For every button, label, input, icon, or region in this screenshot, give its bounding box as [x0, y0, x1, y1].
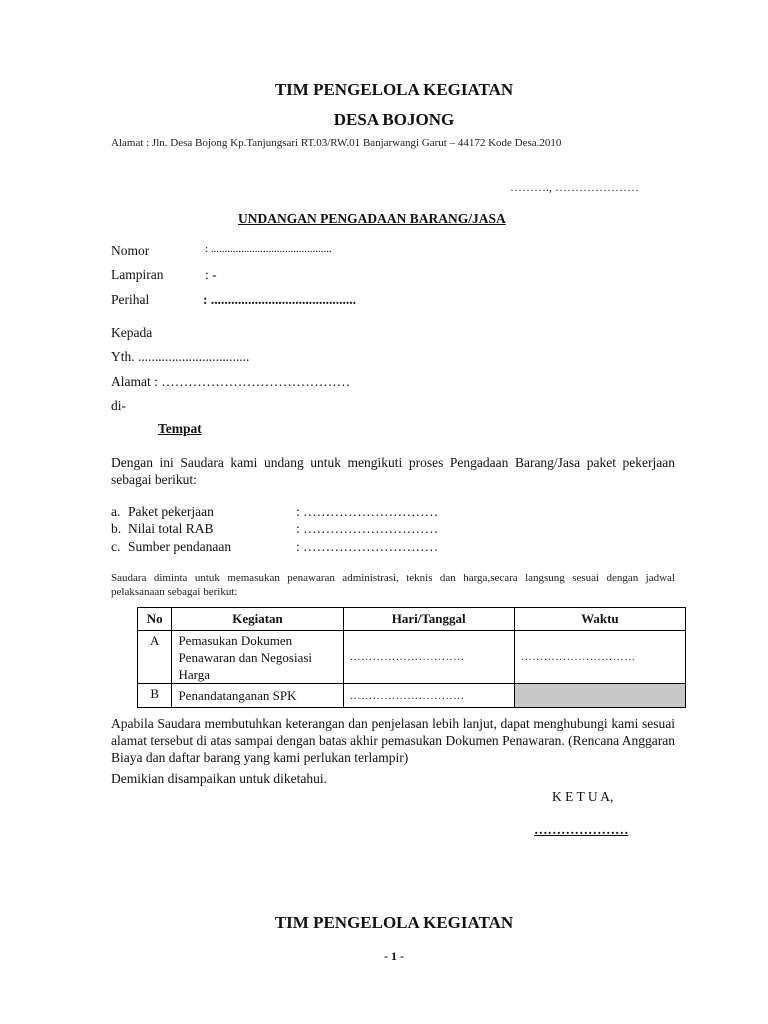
header-hari-tanggal: Hari/Tanggal — [343, 608, 514, 631]
item-b-value: : ………………………… — [296, 521, 439, 536]
lampiran-label: Lampiran — [111, 267, 164, 282]
nomor-value: : ............................................ — [205, 243, 332, 255]
item-c-label: Sumber pendanaan — [128, 539, 232, 554]
table-row — [138, 684, 686, 708]
item-c-value: : ………………………… — [296, 539, 439, 554]
date-line: ………., ………………… — [510, 180, 639, 194]
closing-paragraph: Apabila Saudara membutuhkan keterangan dan penjelasan lebih lanjut, dapat menghubungi kami sesuai alamat tersebut di atas sampai dengan batas akhir pemasukan Dokumen Penawaran. (Rencana Anggaran Biaya dan daftar barang yang kami perlukan terlampir) — [111, 716, 675, 765]
item-a-value: : ………………………… — [296, 504, 439, 519]
page-number: - 1 - — [384, 949, 404, 963]
recipient-tempat: Tempat — [158, 421, 202, 436]
row-a-waktu: ………………………… — [514, 631, 685, 684]
row-a-kegiatan: Pemasukan Dokumen Penawaran dan Negosiasi Harga — [172, 631, 343, 684]
org-address: Alamat : Jln. Desa Bojong Kp.Tanjungsari RT.03/RW.01 Banjarwangi Garut – 44172 Kode Desa.2010 — [111, 137, 562, 149]
row-b-tanggal: ………………………… — [343, 684, 514, 708]
item-b-label: Nilai total RAB — [128, 521, 214, 536]
schedule-note: Saudara diminta untuk memasukan penawaran administrasi, teknis dan harga,secara langsung sesuai dengan jadwal pelaksanaan sebagai berikut: — [111, 572, 675, 598]
table-row — [138, 631, 686, 684]
intro-paragraph: Dengan ini Saudara kami undang untuk mengikuti proses Pengadaan Barang/Jasa paket pekerjaan sebagai berikut: — [111, 455, 675, 487]
closing-line: Demikian disampaikan untuk diketahui. — [111, 771, 327, 786]
document-title: UNDANGAN PENGADAAN BARANG/JASA — [238, 211, 506, 226]
row-b-waktu-shaded — [514, 684, 685, 708]
recipient-yth: Yth. ................................. — [111, 349, 250, 364]
table-header-row — [138, 608, 686, 631]
recipient-di: di- — [111, 398, 126, 413]
row-b-no: B — [138, 684, 172, 708]
item-a-label: Paket pekerjaan — [128, 504, 214, 519]
item-b-marker: b. — [111, 521, 122, 536]
org-title-line1: TIM PENGELOLA KEGIATAN — [274, 80, 514, 99]
schedule-table — [137, 607, 686, 708]
row-b-kegiatan: Penandatanganan SPK — [172, 684, 343, 708]
row-a-no: A — [138, 631, 172, 684]
header-waktu: Waktu — [514, 608, 685, 631]
signature-name: ………………… — [534, 822, 629, 837]
perihal-label: Perihal — [111, 292, 150, 307]
nomor-label: Nomor — [111, 243, 150, 258]
row-a-tanggal: ………………………… — [343, 631, 514, 684]
recipient-address: Alamat : …………………………………… — [111, 374, 351, 389]
lampiran-value: : - — [205, 267, 217, 282]
header-no: No — [138, 608, 172, 631]
signature-role: K E T U A, — [552, 789, 614, 804]
header-kegiatan: Kegiatan — [172, 608, 343, 631]
org-title-line2: DESA BOJONG — [333, 110, 455, 129]
item-a-marker: a. — [111, 504, 121, 519]
perihal-value: : ........................................... — [203, 292, 356, 307]
footer-org-title: TIM PENGELOLA KEGIATAN — [274, 913, 514, 932]
recipient-kepada: Kepada — [111, 325, 153, 340]
item-c-marker: c. — [111, 539, 121, 554]
